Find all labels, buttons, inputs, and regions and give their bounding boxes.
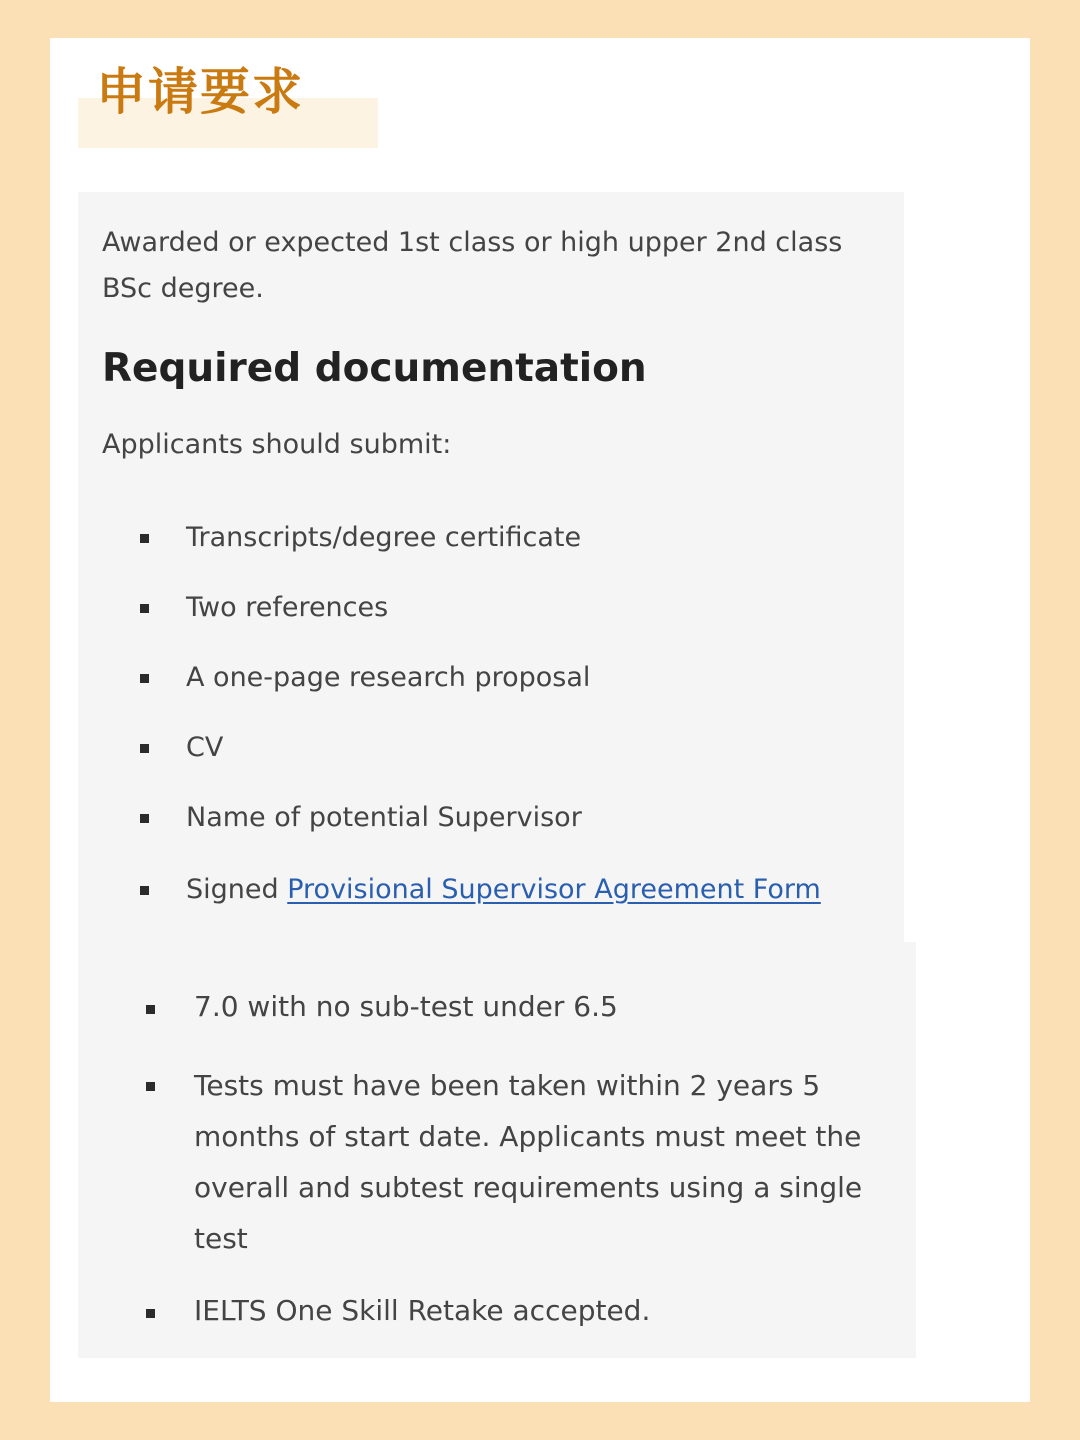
title-block	[78, 38, 378, 148]
bullet-icon	[140, 886, 149, 895]
bullet-icon	[140, 744, 149, 753]
bullet-icon	[140, 604, 149, 613]
bullet-icon	[146, 1309, 155, 1318]
list-item-text: Transcripts/degree certificate	[186, 522, 582, 553]
signed-prefix: Signed	[186, 874, 288, 905]
bullet-icon	[140, 814, 149, 823]
bullet-icon	[140, 534, 149, 543]
documentation-intro: Applicants should submit:	[102, 429, 452, 460]
list-item-text: Two references	[186, 592, 389, 623]
page-title: 申请要求	[96, 63, 304, 121]
list-item-text	[186, 870, 821, 910]
supervisor-agreement-form-link[interactable]: Provisional Supervisor Agreement Form	[287, 874, 821, 905]
degree-requirement-text: Awarded or expected 1st class or high upper 2nd class BSc degree.	[102, 227, 843, 304]
requirements-panel	[78, 192, 904, 942]
list-item-text: IELTS One Skill Retake accepted.	[194, 1294, 651, 1327]
bullet-icon	[146, 1082, 155, 1091]
list-item-text: A one-page research proposal	[186, 662, 591, 693]
list-item-text: 7.0 with no sub-test under 6.5	[194, 990, 618, 1023]
bullet-icon	[146, 1005, 155, 1014]
content-card	[50, 38, 1030, 1402]
list-item-text: Tests must have been taken within 2 years 5 months of start date. Applicants must meet the overall and subtest requirements using a single test	[194, 1069, 863, 1255]
english-requirements-panel	[78, 942, 916, 1358]
list-item-text: Name of potential Supervisor	[186, 802, 582, 833]
list-item-text: CV	[186, 732, 224, 763]
bullet-icon	[140, 674, 149, 683]
documentation-heading: Required documentation	[102, 346, 647, 391]
